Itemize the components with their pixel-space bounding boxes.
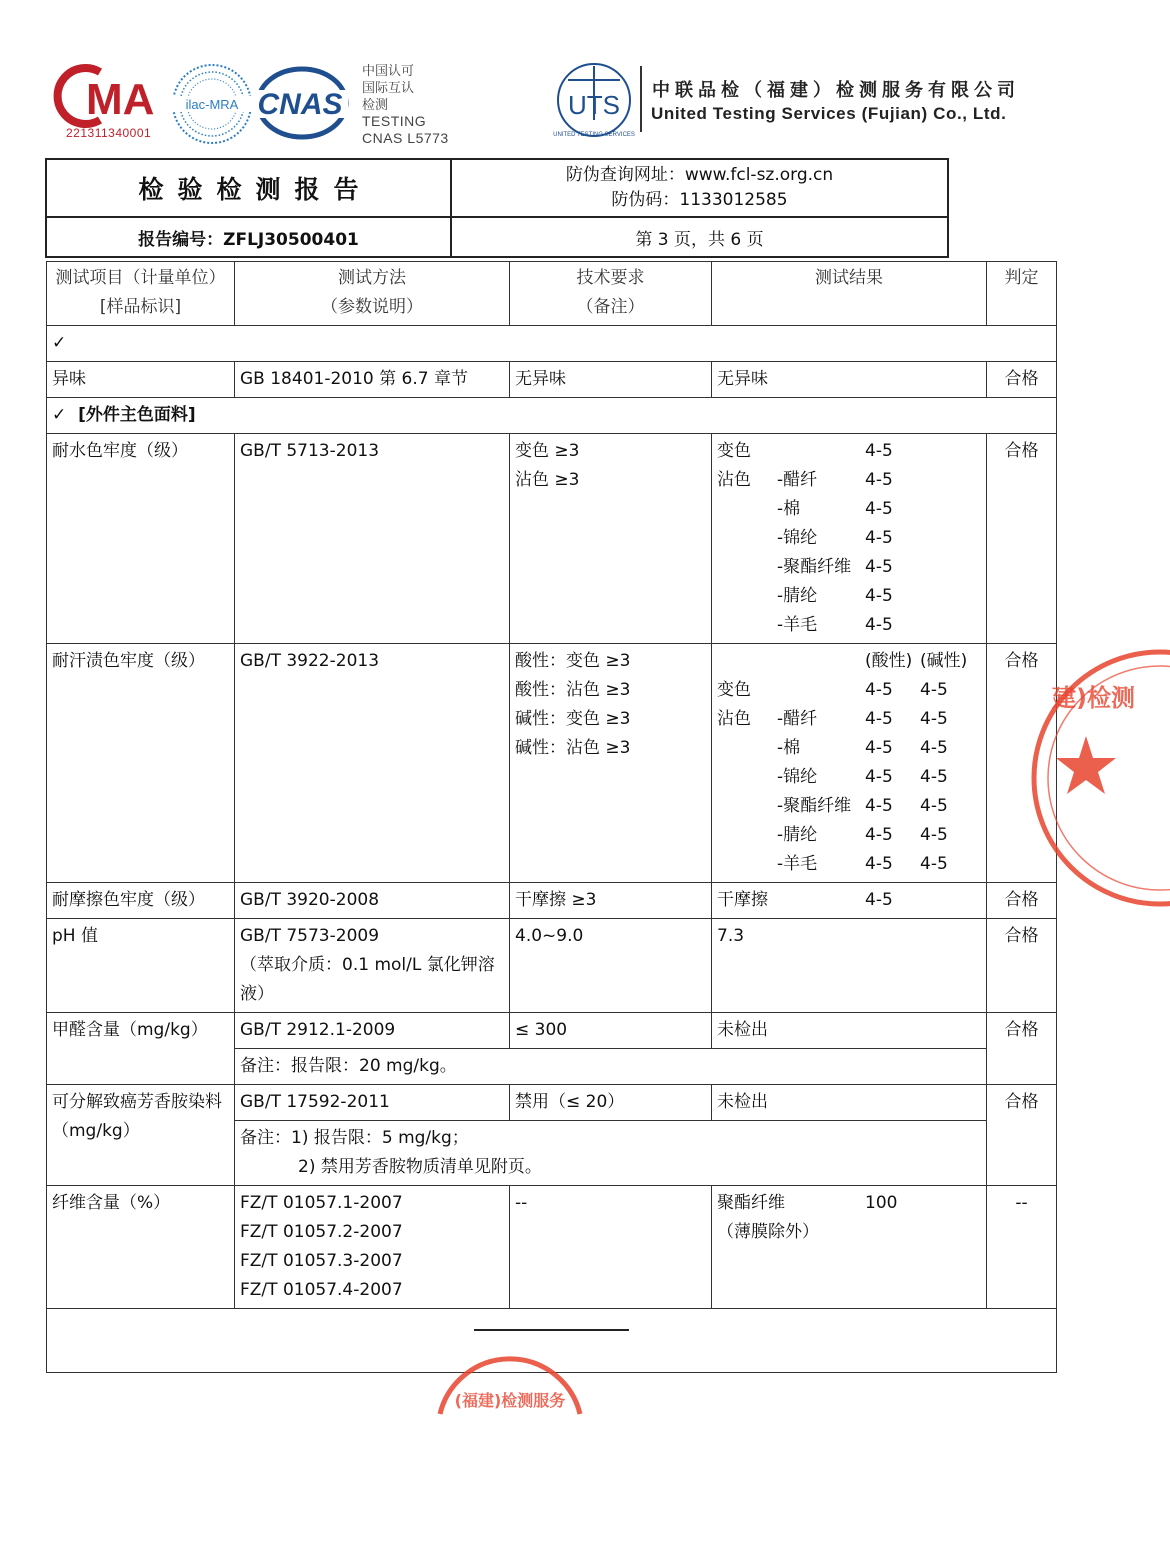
official-seal-bottom — [430, 1368, 590, 1414]
requirement-line: 酸性：沾色 ≥3 — [515, 680, 631, 700]
cnas-mark-text: CNAS — [257, 88, 343, 121]
method-line: FZ/T 01057.1-2007 — [240, 1193, 403, 1213]
result-alkali-header: (碱性) — [920, 651, 968, 671]
note-cell — [235, 1121, 987, 1186]
item-cell: 可分解致癌芳香胺染料（mg/kg） — [47, 1085, 235, 1186]
cnas-line: CNAS L5773 — [362, 130, 449, 146]
requirement-line: 变色 ≥3 — [515, 441, 580, 461]
header-item — [47, 262, 235, 326]
method-line: （萃取介质：0.1 mol/L 氯化钾溶液） — [240, 955, 495, 1004]
uts-mark-text: UTS — [568, 90, 620, 120]
method-cell — [235, 1186, 510, 1309]
result-grade: 4-5 — [865, 557, 893, 577]
judge-cell: 合格 — [987, 1085, 1057, 1186]
result-acid-header: (酸性) — [865, 651, 913, 671]
result-cell — [712, 644, 987, 883]
table-row-sweat-fastness — [47, 644, 1057, 883]
result-cell: 7.3 — [712, 919, 987, 1013]
table-row-azo — [47, 1085, 1057, 1121]
uts-ring-text: UNITED TESTING SERVICES — [553, 132, 635, 138]
result-grade: 4-5 — [920, 825, 948, 845]
result-note: （薄膜除外） — [717, 1222, 819, 1242]
cnas-line: 中国认可 — [362, 63, 415, 78]
result-grade: 4-5 — [920, 767, 948, 787]
requirement-cell: -- — [510, 1186, 712, 1309]
result-grade: 4-5 — [865, 854, 893, 874]
requirement-cell: 干摩擦 ≥3 — [510, 883, 712, 919]
result-grade: 4-5 — [865, 615, 893, 635]
cnas-line: TESTING — [362, 113, 427, 129]
result-cell — [712, 1186, 987, 1309]
table-header-row — [47, 262, 1057, 326]
result-grade: 4-5 — [865, 499, 893, 519]
header-separator — [640, 66, 642, 132]
method-line: FZ/T 01057.2-2007 — [240, 1222, 403, 1242]
header-item-line: [样品标识] — [99, 297, 182, 317]
result-fiber: -腈纶 — [777, 586, 818, 606]
table-end-row — [47, 1309, 1057, 1373]
cma-mark-text: MA — [86, 75, 155, 124]
judge-cell: -- — [987, 1186, 1057, 1309]
result-grade: 4-5 — [865, 470, 893, 490]
cnas-accreditation-text — [362, 62, 472, 147]
anti-fake-code: 防伪码：1133012585 — [611, 190, 788, 210]
result-grade: 4-5 — [865, 528, 893, 548]
header-result: 测试结果 — [712, 262, 987, 326]
section-row-check — [47, 326, 1057, 362]
judge-cell: 合格 — [987, 883, 1057, 919]
result-grade: 4-5 — [865, 738, 893, 758]
result-grid — [717, 647, 981, 879]
cnas-line: 检测 — [362, 97, 389, 112]
result-grade: 4-5 — [865, 767, 893, 787]
ilac-mark-text: ilac-MRA — [185, 97, 239, 112]
note-cell: 备注：报告限：20 mg/kg。 — [235, 1049, 987, 1085]
requirement-cell — [510, 434, 712, 644]
result-cell — [712, 883, 987, 919]
company-name-en: United Testing Services (Fujian) Co., Ltd. — [651, 104, 1007, 123]
section-check — [47, 326, 1057, 362]
result-fiber: -聚酯纤维 — [777, 796, 852, 816]
official-seal-right — [1030, 648, 1170, 908]
report-title: 检验检测报告 — [47, 160, 452, 218]
seal-right-text: 建)检测 — [1052, 684, 1135, 712]
anti-fake-info — [452, 160, 947, 218]
check-mark-icon: ✓ — [52, 405, 67, 425]
report-number: 报告编号：ZFLJ30500401 — [47, 218, 452, 256]
item-cell: 甲醛含量（mg/kg） — [47, 1013, 235, 1085]
header-method — [235, 262, 510, 326]
result-type: 干摩擦 — [717, 890, 768, 910]
result-fiber: -醋纤 — [777, 470, 818, 490]
result-fiber: -羊毛 — [777, 854, 818, 874]
result-grade: 4-5 — [920, 796, 948, 816]
result-grade: 4-5 — [865, 709, 893, 729]
cma-mark-icon — [66, 68, 166, 124]
item-cell: 耐摩擦色牢度（级） — [47, 883, 235, 919]
method-cell: GB 18401-2010 第 6.7 章节 — [235, 362, 510, 398]
judge-cell: 合格 — [987, 1013, 1057, 1085]
anti-fake-url: 防伪查询网址：www.fcl-sz.org.cn — [565, 165, 834, 185]
item-cell: 纤维含量（%） — [47, 1186, 235, 1309]
cnas-line: 国际互认 — [362, 80, 415, 95]
result-grade: 4-5 — [865, 680, 893, 700]
uts-logo — [554, 58, 634, 142]
result-type: 沾色 — [717, 470, 751, 490]
requirement-line: 碱性：变色 ≥3 — [515, 709, 631, 729]
result-fiber: -腈纶 — [777, 825, 818, 845]
result-grade: 4-5 — [865, 586, 893, 606]
result-grade: 4-5 — [865, 441, 893, 461]
result-fiber: -棉 — [777, 738, 801, 758]
judge-cell: 合格 — [987, 434, 1057, 644]
method-cell: GB/T 3922-2013 — [235, 644, 510, 883]
seal-bottom-text: (福建)检测服务 — [454, 1391, 566, 1410]
method-cell: GB/T 2912.1-2009 — [235, 1013, 510, 1049]
result-fiber: -聚酯纤维 — [777, 557, 852, 577]
header-method-line: 测试方法 — [338, 268, 406, 288]
result-fiber: -锦纶 — [777, 767, 818, 787]
header-requirement-line: （备注） — [576, 297, 645, 317]
result-grade: 4-5 — [920, 854, 948, 874]
item-cell: 耐水色牢度（级） — [47, 434, 235, 644]
result-fiber: -羊毛 — [777, 615, 818, 635]
item-cell: 异味 — [47, 362, 235, 398]
requirement-line: 碱性：沾色 ≥3 — [515, 738, 631, 758]
end-of-report-cell — [47, 1309, 1057, 1373]
method-cell: GB/T 5713-2013 — [235, 434, 510, 644]
result-grid — [717, 1189, 981, 1218]
method-cell: GB/T 17592-2011 — [235, 1085, 510, 1121]
judge-cell: 合格 — [987, 919, 1057, 1013]
requirement-line: 酸性：变色 ≥3 — [515, 651, 631, 671]
result-grade: 4-5 — [865, 825, 893, 845]
requirement-cell: ≤ 300 — [510, 1013, 712, 1049]
header-method-line: （参数说明） — [321, 297, 423, 317]
result-cell: 未检出 — [712, 1013, 987, 1049]
section-label: [外件主色面料] — [78, 405, 196, 425]
result-fiber: 聚酯纤维 — [717, 1193, 785, 1213]
requirement-cell: 无异味 — [510, 362, 712, 398]
table-row-water-fastness — [47, 434, 1057, 644]
requirement-cell: 禁用（≤ 20） — [510, 1085, 712, 1121]
cma-number: 221311340001 — [66, 126, 152, 140]
method-cell — [235, 919, 510, 1013]
method-cell: GB/T 3920-2008 — [235, 883, 510, 919]
method-line: FZ/T 01057.3-2007 — [240, 1251, 403, 1271]
cma-logo — [62, 66, 172, 146]
method-line: GB/T 7573-2009 — [240, 926, 380, 946]
result-type: 变色 — [717, 680, 751, 700]
header-item-line: 测试项目（计量单位） — [55, 268, 226, 288]
header-judgement: 判定 — [987, 262, 1057, 326]
item-cell: 耐汗渍色牢度（级） — [47, 644, 235, 883]
table-row-rub-fastness — [47, 883, 1057, 919]
section-row-outer-fabric — [47, 398, 1057, 434]
table-row-formaldehyde — [47, 1013, 1057, 1049]
header-requirement-line: 技术要求 — [576, 268, 645, 288]
note-line: 备注：1) 报告限：5 mg/kg； — [240, 1128, 469, 1148]
result-cell — [712, 434, 987, 644]
judge-cell: 合格 — [987, 644, 1057, 883]
result-grid — [717, 886, 981, 915]
result-grade: 4-5 — [865, 890, 893, 910]
result-fiber — [777, 437, 865, 466]
result-cell: 未检出 — [712, 1085, 987, 1121]
header-requirement — [510, 262, 712, 326]
ilac-mra-logo — [170, 62, 254, 146]
item-cell: pH 值 — [47, 919, 235, 1013]
report-info-box — [45, 158, 949, 258]
result-fiber: -醋纤 — [777, 709, 818, 729]
result-fiber: -棉 — [777, 499, 801, 519]
result-grade: 4-5 — [920, 680, 948, 700]
section-outer-fabric — [47, 398, 1057, 434]
result-grade: 4-5 — [920, 738, 948, 758]
requirement-cell — [510, 644, 712, 883]
result-grid — [717, 437, 981, 640]
judge-cell: 合格 — [987, 362, 1057, 398]
table-row-fiber — [47, 1186, 1057, 1309]
cnas-logo — [252, 66, 348, 140]
test-results-table — [46, 261, 1057, 1373]
table-row-ph — [47, 919, 1057, 1013]
result-grade: 4-5 — [865, 796, 893, 816]
result-percent: 100 — [865, 1193, 898, 1213]
result-type: 沾色 — [717, 709, 751, 729]
result-fiber: -锦纶 — [777, 528, 818, 548]
table-row-odor — [47, 362, 1057, 398]
result-grade: 4-5 — [920, 709, 948, 729]
company-name-cn: 中联品检（福建）检测服务有限公司 — [652, 80, 1020, 101]
check-mark-icon: ✓ — [52, 333, 67, 353]
result-cell: 无异味 — [712, 362, 987, 398]
result-type: 变色 — [717, 441, 751, 461]
requirement-cell: 4.0~9.0 — [510, 919, 712, 1013]
note-line: 2) 禁用芳香胺物质清单见附页。 — [298, 1157, 542, 1177]
method-line: FZ/T 01057.4-2007 — [240, 1280, 403, 1300]
requirement-line: 沾色 ≥3 — [515, 470, 580, 490]
end-dash-line — [474, 1329, 629, 1331]
page-indicator: 第 3 页，共 6 页 — [635, 229, 764, 250]
